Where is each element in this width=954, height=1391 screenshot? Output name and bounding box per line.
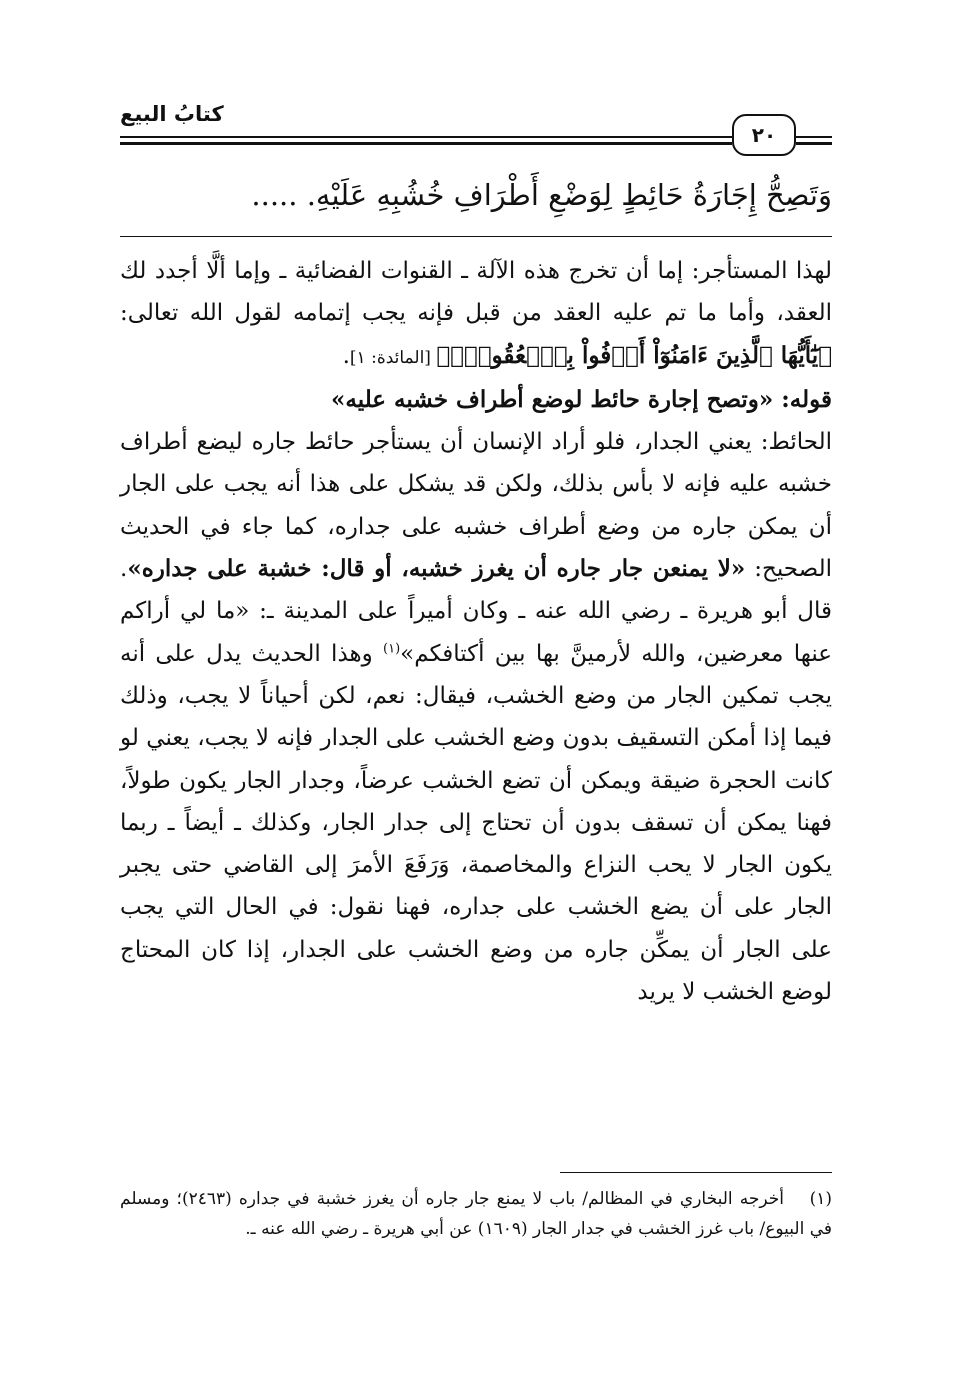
paragraph-2 [120,379,832,421]
matn-quote: «وتصح إجارة حائط لوضع أطراف خشبه عليه» [331,385,774,413]
header-rule-top [120,136,732,138]
verse-reference: [المائدة: ١] [349,347,437,368]
header-rule-right-bottom [796,142,832,145]
paragraph-3-text-c: وهذا الحديث يدل على أنه يجب تمكين الجار من وضع الخشب، فيقال: نعم، لكن أحياناً لا يجب، وذلك فيما إذا أمكن التسقيف بدون وضع الخشب على الجدار فإنه لا يجب، يعني لو كانت الحجرة ضيقة ويمكن أن تضع الخشب عرضاً، وجدار الجار يكون طولاً، فهنا يمكن أن تسقف بدون أن تحتاج إلى جدار الجار، وكذلك ـ أيضاً ـ ربما يكون الجار لا يحب النزاع والمخاصمة، وَرَفَعَ الأمرَ إلى القاضي حتى يجبر الجار على أن يضع الخشب على جداره، فهنا نقول: في الحال التي يجب على الجار أن يمكِّن جاره من وضع الخشب على الجدار، إذا كان المحتاج لوضع الخشب لا يريد [120,640,832,1006]
footnote-divider [560,1172,832,1173]
qawluhu-label: قوله: [773,385,832,413]
footnote-1 [120,1184,832,1244]
quran-verse: ﴿يَٰٓأَيُّهَا ٱلَّذِينَ ءَامَنُوٓاْ أَوۡفُواْ بِٱلۡعُقُودِۚ﴾ [436,341,832,369]
header-rule-right-top [796,136,832,138]
paragraph-3 [120,421,832,1013]
footnote-text: أخرجه البخاري في المظالم/ باب لا يمنع جار جاره أن يغرز خشبة في جداره (٢٤٦٣)؛ ومسلم في البيوع/ باب غرز الخشب في جدار الجار (١٦٠٩) عن أبي هريرة ـ رضي الله عنه ـ. [120,1189,832,1239]
hadith-quote: «لا يمنعن جار جاره أن يغرز خشبه، أو قال: خشبة على جداره» [127,555,746,583]
paragraph-1-text: لهذا المستأجر: إما أن تخرج هذه الآلة ـ القنوات الفضائية ـ وإما ألَّا أجدد لك العقد، وأما ما تم عليه العقد من قبل فإنه يجب إتمامه لقول الله تعالى: [120,258,832,327]
paragraph-1-end: . [342,342,350,369]
footnote-number: (١) [809,1189,832,1209]
page-number: ٢٠ [732,114,796,156]
book-title: كتابُ البيع [120,102,224,126]
paragraph-3-text-a: الحائط: يعني الجدار، فلو أراد الإنسان أن يستأجر حائط جاره ليضع أطراف خشبه عليه فإنه لا بأس بذلك، ولكن قد يشكل على هذا أنه يجب على الجار أن يمكن جاره من وضع أطراف خشبه على جداره، كما جاء في الحديث الصحيح: [120,429,832,583]
footnote-marker[interactable]: (١) [383,641,401,657]
paragraph-3-text-b: . قال أبو هريرة ـ رضي الله عنه ـ وكان أميراً على المدينة ـ: «ما لي أراكم عنها معرضين، والله لأرمينَّ بها بين أكتافكم» [120,556,832,667]
matn-divider [120,236,832,237]
matn-text: وَتَصِحُّ إِجَارَةُ حَائِطٍ لِوَضْعِ أَطْرَافِ خُشُبِهِ عَلَيْهِ. ..... [251,178,832,212]
paragraph-1 [120,250,832,379]
page-header [120,100,832,160]
header-rule-bottom [120,142,732,145]
commentary-body [120,250,832,1013]
